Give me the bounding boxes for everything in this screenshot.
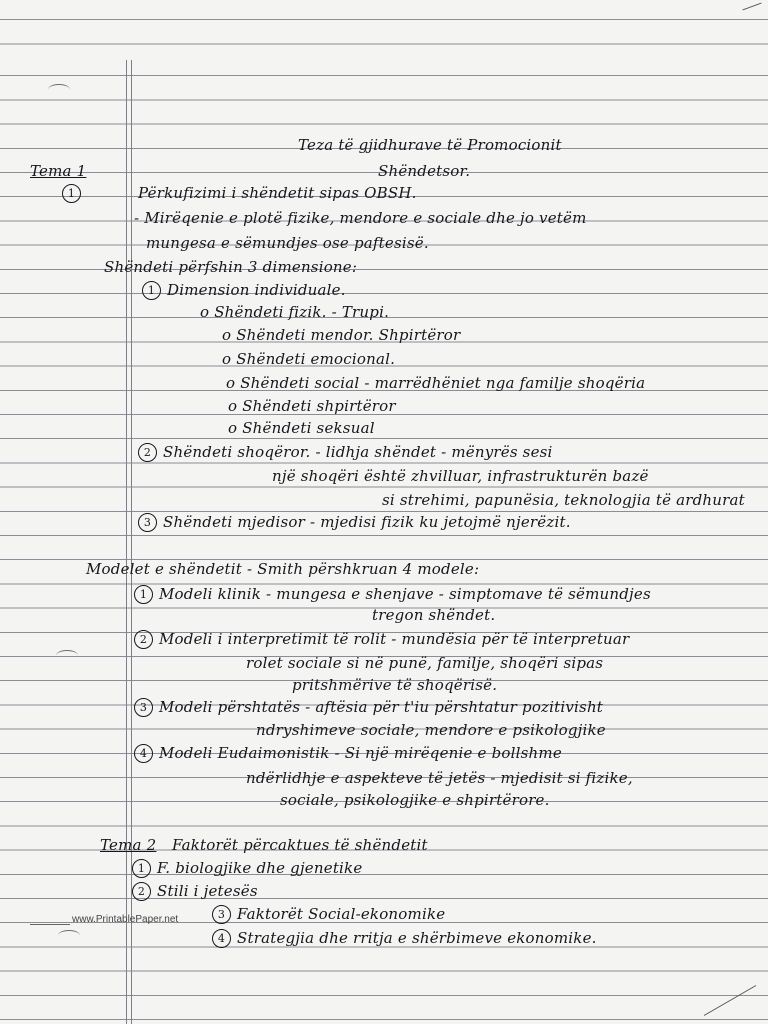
- factor1-row: [132, 859, 362, 878]
- dimension2-line-1: Shëndeti shoqëror. - lidhja shëndet - mënyrës sesi: [163, 443, 553, 461]
- model1-row: [134, 585, 651, 604]
- model4-line-1: Modeli Eudaimonistik - Si një mirëqenie e bollshme: [159, 744, 562, 762]
- dim1-item-1: o Shëndeti fizik. - Trupi.: [200, 303, 390, 321]
- section1-heading-row: [62, 184, 87, 203]
- factor1-number: 1: [132, 859, 151, 878]
- dimension2-number: 2: [138, 443, 157, 462]
- dimension3-number: 3: [138, 513, 157, 532]
- margin-line-left: [126, 60, 127, 1024]
- model3-number: 3: [134, 698, 153, 717]
- tema2-heading: Faktorët përcaktues të shëndetit: [172, 836, 428, 854]
- footer-rule: [30, 924, 70, 925]
- model4-line-3: sociale, psikologjike e shpirtërore.: [280, 791, 550, 809]
- dimension1-title: Dimension individuale.: [167, 281, 346, 299]
- dim1-item-2: o Shëndeti mendor. Shpirtëror: [222, 326, 461, 344]
- dimension3-line: Shëndeti mjedisor - mjedisi fizik ku jetojmë njerëzit.: [163, 513, 571, 531]
- punch-hole-bottom: [58, 930, 80, 941]
- model2-row: [134, 630, 629, 649]
- model2-number: 2: [134, 630, 153, 649]
- factor4-row: [212, 929, 597, 948]
- dimension3-row: [138, 513, 571, 532]
- model4-row: [134, 744, 562, 763]
- definition-line-1: - Mirëqenie e plotë fizike, mendore e sociale dhe jo vetëm: [134, 209, 587, 227]
- model1-line-2: tregon shëndet.: [372, 606, 496, 624]
- corner-mark-top-right: [742, 3, 761, 11]
- dim1-item-5: o Shëndeti shpirtëror: [228, 397, 396, 415]
- factor2-number: 2: [132, 882, 151, 901]
- model1-line-1: Modeli klinik - mungesa e shenjave - simptomave të sëmundjes: [159, 585, 651, 603]
- model2-line-3: pritshmërive të shoqërisë.: [292, 676, 498, 694]
- tema1-label: Tema 1: [30, 162, 87, 180]
- factor3-row: [212, 905, 445, 924]
- model1-number: 1: [134, 585, 153, 604]
- model4-number: 4: [134, 744, 153, 763]
- dimension2-line-3: si strehimi, papunësia, teknologjia të ardhurat: [382, 491, 745, 509]
- tema2-label: Tema 2: [100, 836, 157, 854]
- punch-hole-top: [48, 84, 70, 95]
- factor3-text: Faktorët Social-ekonomike: [237, 905, 446, 923]
- model2-line-2: rolet sociale si në punë, familje, shoqëri sipas: [246, 654, 604, 672]
- model3-row: [134, 698, 603, 717]
- model2-line-1: Modeli i interpretimit të rolit - mundësia për të interpretuar: [159, 630, 630, 648]
- punch-hole-middle: [56, 650, 78, 661]
- brand-watermark: www.PrintablePaper.net: [72, 914, 179, 925]
- dim1-item-3: o Shëndeti emocional.: [222, 350, 396, 368]
- factor2-text: Stili i jetesës: [157, 882, 258, 900]
- model4-line-2: ndërlidhje e aspekteve të jetës - mjedisit si fizike,: [246, 769, 633, 787]
- dimensions-intro: Shëndeti përfshin 3 dimensione:: [104, 258, 358, 276]
- section1-number: 1: [62, 184, 81, 203]
- dimension1-row: [142, 281, 346, 300]
- dim1-item-4: o Shëndeti social - marrëdhëniet nga familje shoqëria: [226, 374, 646, 392]
- dimension2-row: [138, 443, 553, 462]
- factor4-text: Strategjia dhe rritja e shërbimeve ekonomike.: [237, 929, 597, 947]
- model3-line-2: ndryshimeve sociale, mendore e psikologjike: [256, 721, 606, 739]
- definition-line-2: mungesa e sëmundjes ose paftesisë.: [146, 234, 429, 252]
- dimension2-line-2: një shoqëri është zhvilluar, infrastrukturën bazë: [272, 467, 649, 485]
- factor4-number: 4: [212, 929, 231, 948]
- margin-line-right: [131, 60, 132, 1024]
- model3-line-1: Modeli përshtatës - aftësia për t'iu përshtatur pozitivisht: [159, 698, 604, 716]
- page-subtitle: Shëndetsor.: [378, 162, 471, 180]
- factor3-number: 3: [212, 905, 231, 924]
- corner-mark-bottom-right: [704, 985, 756, 1016]
- dimension1-number: 1: [142, 281, 161, 300]
- section1-heading: Përkufizimi i shëndetit sipas OBSH.: [138, 184, 417, 202]
- page-title: Teza të gjidhurave të Promocionit: [298, 136, 562, 154]
- models-heading: Modelet e shëndetit - Smith përshkruan 4 modele:: [86, 560, 480, 578]
- factor2-row: [132, 882, 258, 901]
- factor1-text: F. biologjike dhe gjenetike: [157, 859, 363, 877]
- dim1-item-6: o Shëndeti seksual: [228, 419, 375, 437]
